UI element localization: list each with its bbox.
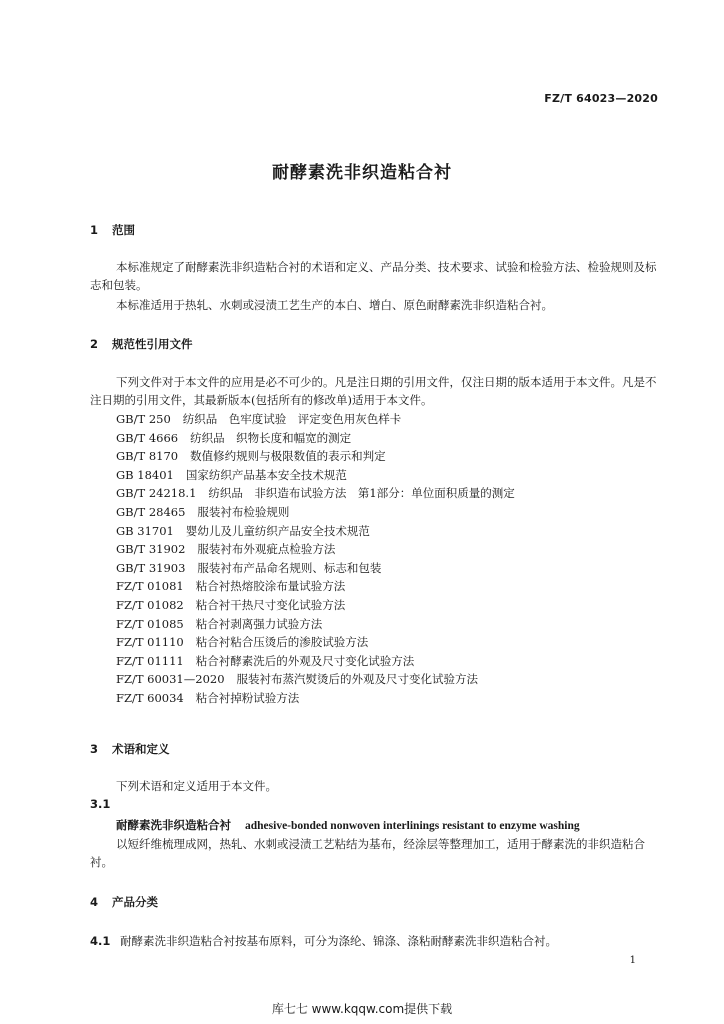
reference-item [116, 670, 515, 689]
term-english: adhesive-bonded nonwoven interlinings resistant to enzyme washing [245, 820, 580, 832]
reference-code: GB 31701 [116, 523, 174, 538]
reference-item [116, 540, 515, 559]
reference-code: FZ/T 60034 [116, 690, 184, 705]
section-number: 1 [90, 223, 99, 237]
reference-item [116, 484, 515, 503]
terms-intro: 下列术语和定义适用于本文件。 [116, 779, 277, 793]
section-title: 术语和定义 [112, 742, 170, 756]
section-4-heading [90, 894, 158, 910]
reference-item [116, 559, 515, 578]
reference-code: GB/T 8170 [116, 449, 179, 464]
reference-code: FZ/T 01110 [116, 635, 184, 650]
section-2-heading [90, 336, 193, 352]
reference-title: 粘合衬掉粉试验方法 [195, 690, 300, 705]
reference-item [116, 503, 515, 522]
reference-title: 粘合衬粘合压烫后的渗胶试验方法 [195, 635, 369, 650]
reference-code: GB 18401 [116, 467, 174, 482]
reference-title: 粘合衬热熔胶涂布量试验方法 [195, 579, 346, 594]
reference-item [116, 447, 515, 466]
section-3-heading [90, 741, 170, 757]
reference-title: 服装衬布外观疵点检验方法 [197, 542, 336, 557]
reference-title: 纺织品 色牢度试验 评定变色用灰色样卡 [182, 412, 402, 426]
reference-item [116, 596, 515, 615]
reference-item [116, 429, 515, 448]
reference-code: GB/T 4666 [116, 430, 179, 445]
reference-code: GB/T 31902 [116, 542, 186, 557]
term-number: 3.1 [90, 797, 111, 811]
classification-item [90, 932, 557, 950]
item-number: 4.1 [90, 934, 111, 948]
reference-item [116, 689, 515, 708]
section-number: 3 [90, 742, 99, 756]
reference-title: 粘合衬剥离强力试验方法 [195, 616, 323, 631]
reference-title: 纺织品 非织造布试验方法 第1部分：单位面积质量的测定 [208, 486, 515, 501]
reference-code: FZ/T 01085 [116, 616, 184, 631]
reference-code: GB/T 24218.1 [116, 486, 197, 501]
section-title: 范围 [112, 223, 135, 237]
reference-title: 粘合衬酵素洗后的外观及尺寸变化试验方法 [195, 653, 415, 668]
item-text: 耐酵素洗非织造粘合衬按基布原料，可分为涤纶、锦涤、涤粘耐酵素洗非织造粘合衬。 [120, 934, 557, 948]
standard-number: FZ/T 64023—2020 [544, 92, 658, 105]
references-intro: 下列文件对于本文件的应用是必不可少的。凡是注日期的引用文件，仅注日期的版本适用于本文件。凡是不注日期的引用文件，其最新版本(包括所有的修改单)适用于本文件。 [90, 375, 657, 407]
reference-code: GB/T 31903 [116, 560, 186, 575]
reference-code: FZ/T 60031—2020 [116, 672, 225, 687]
scope-paragraph-2: 本标准适用于热轧、水刺或浸渍工艺生产的本白、增白、原色耐酵素洗非织造粘合衬。 [116, 298, 553, 312]
reference-title: 服装衬布产品命名规则、标志和包装 [197, 560, 382, 575]
section-number: 4 [90, 895, 99, 909]
term-chinese: 耐酵素洗非织造粘合衬 [116, 818, 231, 832]
section-title: 产品分类 [112, 895, 158, 909]
reference-item [116, 410, 515, 429]
reference-code: FZ/T 01081 [116, 579, 184, 594]
reference-title: 国家纺织产品基本安全技术规范 [185, 467, 347, 482]
reference-code: FZ/T 01082 [116, 597, 184, 612]
reference-item [116, 522, 515, 541]
section-number: 2 [90, 337, 99, 351]
section-1-heading [90, 222, 135, 238]
reference-title: 数值修约规则与极限数值的表示和判定 [190, 449, 386, 464]
reference-code: FZ/T 01111 [116, 653, 184, 668]
term-entry [116, 817, 580, 833]
reference-item [116, 466, 515, 485]
reference-code: GB/T 250 [116, 412, 171, 426]
reference-title: 服装衬布蒸汽熨烫后的外观及尺寸变化试验方法 [236, 672, 479, 687]
normative-references-list [116, 410, 515, 708]
document-title: 耐酵素洗非织造粘合衬 [272, 163, 452, 183]
term-definition: 以短纤维梳理成网，热轧、水刺或浸渍工艺粘结为基布，经涂层等整理加工，适用于酵素洗的非织造粘合衬。 [90, 837, 645, 869]
reference-title: 纺织品 织物长度和幅宽的测定 [190, 430, 352, 445]
reference-code: GB/T 28465 [116, 504, 186, 519]
reference-title: 粘合衬干热尺寸变化试验方法 [195, 597, 346, 612]
download-footer: 库七七 www.kqqw.com提供下载 [271, 1002, 453, 1016]
reference-title: 服装衬布检验规则 [197, 504, 290, 519]
reference-item [116, 615, 515, 634]
reference-item [116, 633, 515, 652]
page-number: 1 [629, 955, 636, 966]
reference-item [116, 652, 515, 671]
scope-paragraph-1: 本标准规定了耐酵素洗非织造粘合衬的术语和定义、产品分类、技术要求、试验和检验方法、检验规则及标志和包装。 [90, 260, 657, 292]
section-title: 规范性引用文件 [112, 337, 193, 351]
reference-title: 婴幼儿及儿童纺织产品安全技术规范 [185, 523, 370, 538]
reference-item [116, 577, 515, 596]
